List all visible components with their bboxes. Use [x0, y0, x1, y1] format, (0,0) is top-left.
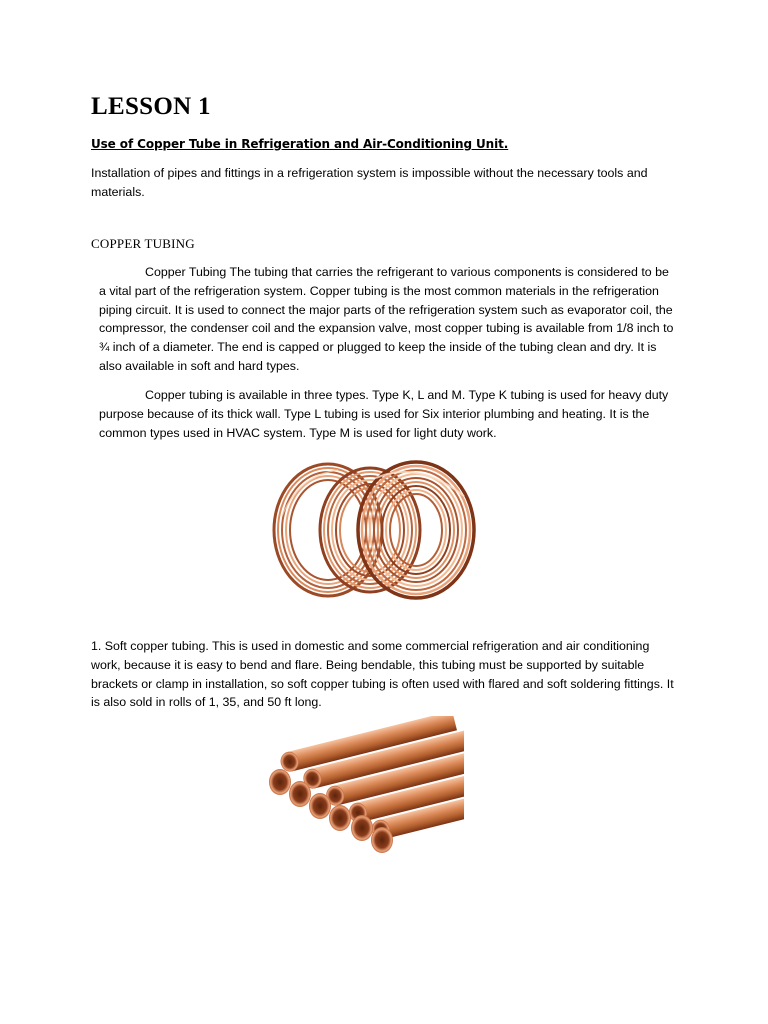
- copper-tubing-paragraph: Copper Tubing The tubing that carries the refrigerant to various components is considered to be a vital part of the refrigeration system. Copper tubing is the most common materials in the refrigeration piping circuit. It is used to connect the major parts of the refrigeration system such as evaporator coil, the compressor, the condenser coil and the expansion valve, most copper tubing is available from 1/8 inch to ¾ inch of a diameter. The end is capped or plugged to keep the inside of the tubing clean and dry. It is also available in soft and hard types.: [99, 265, 674, 373]
- copper-coils-image: [268, 456, 480, 602]
- tubing-types-paragraph: Copper tubing is available in three types. Type K, L and M. Type K tubing is used for heavy duty purpose because of its thick wall. Type L tubing is used for Six interior plumbing and heating. It is the common types used in HVAC system. Type M is used for light duty work.: [99, 388, 669, 440]
- intro-paragraph: Installation of pipes and fittings in a refrigeration system is impossible without the necessary tools and materials.: [91, 166, 648, 199]
- copper-tubing-subheading: COPPER TUBING: [91, 236, 195, 251]
- soft-copper-tubing-item: 1. Soft copper tubing. This is used in domestic and some commercial refrigeration and air conditioning work, because it is easy to bend and flare. Being bendable, this tubing must be supported by suitable brackets or clamp in installation, so soft copper tubing is often used with flared and soft soldering fittings. It is also sold in rolls of 1, 35, and 50 ft long.: [91, 639, 674, 710]
- lesson-title: LESSON 1: [91, 93, 211, 120]
- section-heading: Use of Copper Tube in Refrigeration and Air-Conditioning Unit.: [91, 137, 509, 151]
- copper-pipes-image: [268, 716, 464, 858]
